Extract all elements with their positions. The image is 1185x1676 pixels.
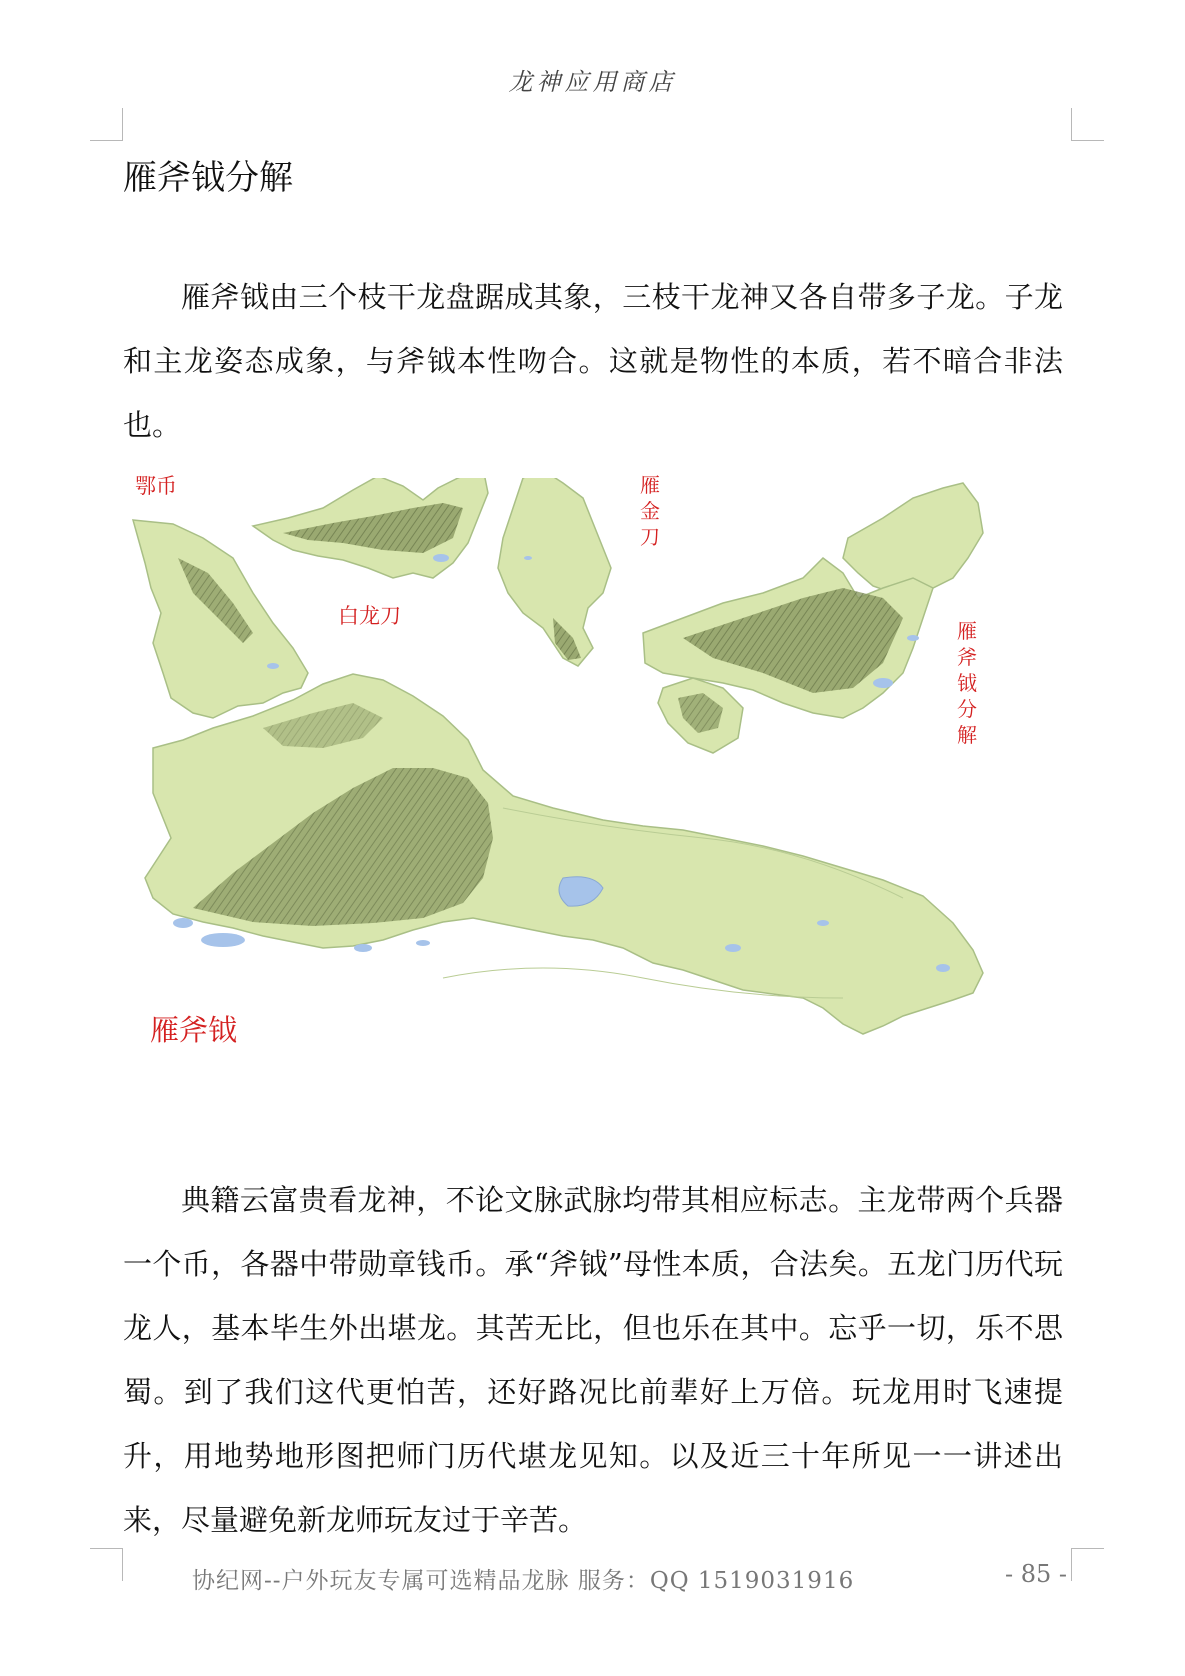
label-bailongdao: 白龙刀	[338, 604, 401, 628]
crop-mark-top-right	[1071, 108, 1104, 141]
region-yanfuyue	[145, 674, 983, 1034]
page-header: 龙神应用商店	[508, 68, 677, 96]
terrain-map	[123, 473, 1063, 1118]
region-bailongdao	[253, 478, 488, 578]
page-footer: 协纪网--户外玩友专属可选精品龙脉 服务：QQ 1519031916	[192, 1568, 855, 1594]
label-ebi: 鄂币	[135, 474, 177, 498]
section-title: 雁斧钺分解	[123, 158, 293, 198]
crop-mark-bottom-left	[90, 1548, 123, 1581]
label-yanfuyue: 雁斧钺	[150, 1013, 238, 1047]
paragraph-intro: 雁斧钺由三个枝干龙盘踞成其象，三枝干龙神又各自带多子龙。子龙和主龙姿态成象，与斧钺本性吻合。这就是物性的本质，若不暗合非法也。	[123, 280, 1063, 442]
page-number: - 85 -	[1005, 1560, 1068, 1588]
label-fenjie: 雁斧钺分解	[957, 619, 977, 747]
region-ebi	[133, 520, 308, 718]
terrain-map-svg	[123, 478, 1063, 1118]
region-fenjie	[643, 483, 983, 753]
crop-mark-top-left	[90, 108, 123, 141]
label-yanjindao: 雁金刀	[640, 473, 660, 549]
paragraph-body: 典籍云富贵看龙神，不论文脉武脉均带其相应标志。主龙带两个兵器一个币，各器中带勋章钱币。承“斧钺”母性本质，合法矣。五龙门历代玩龙人，基本毕生外出堪龙。其苦无比，但也乐在其中。忘乎一切，乐不思蜀。到了我们这代更怕苦，还好路况比前辈好上万倍。玩龙用时飞速提升，用地势地形图把师门历代堪龙见知。以及近三十年所见一一讲述出来，尽量避免新龙师玩友过于辛苦。	[123, 1183, 1063, 1537]
region-yanjindao	[498, 478, 611, 666]
crop-mark-bottom-right	[1071, 1548, 1104, 1581]
